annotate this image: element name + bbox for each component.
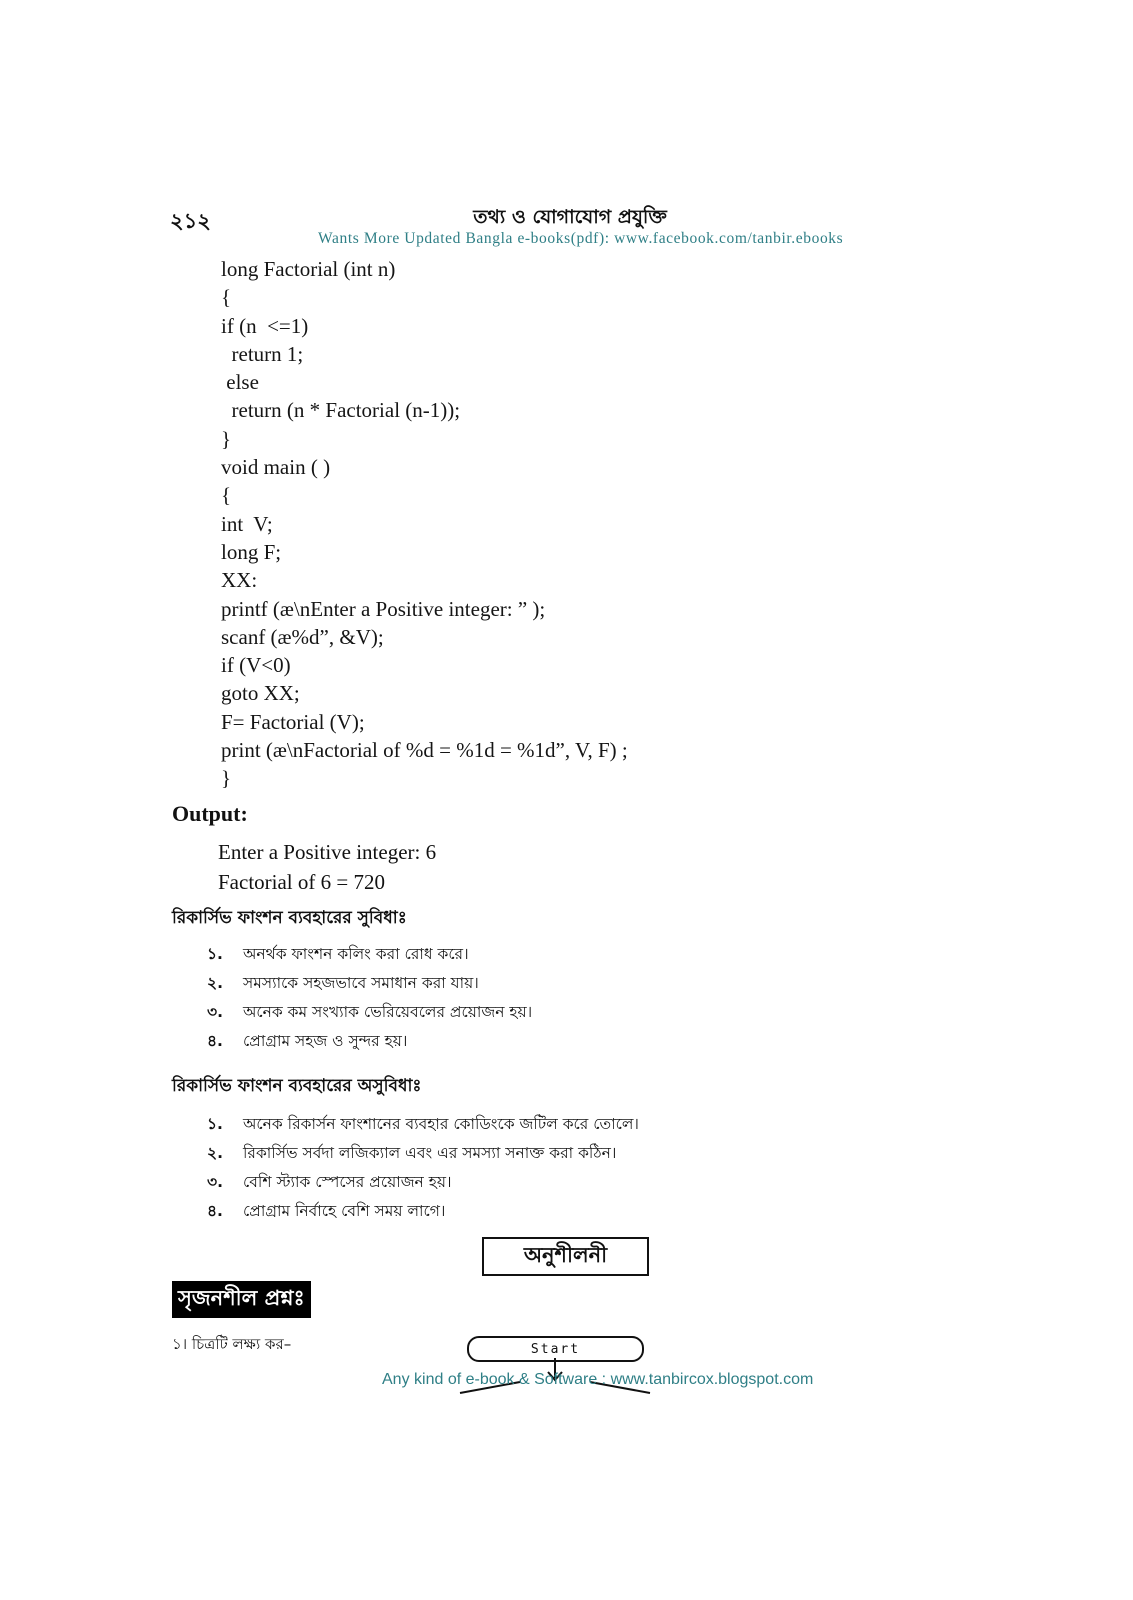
list-item: [207, 1110, 639, 1139]
list-text: সমস্যাকে সহজভাবে সমাধান করা যায়।: [243, 974, 479, 992]
output-heading: Output:: [172, 801, 248, 826]
creative-question-heading: সৃজনশীল প্রশ্নঃ: [172, 1281, 311, 1318]
code-line: void main ( ): [221, 455, 331, 480]
list-text: বেশি স্ট্যাক স্পেসের প্রয়োজন হয়।: [243, 1173, 452, 1191]
list-item: [207, 1197, 639, 1226]
code-line: goto XX;: [221, 681, 300, 706]
list-text: অনর্থক ফাংশন কলিং করা রোধ করে।: [243, 945, 469, 963]
code-line: printf (æ\nEnter a Positive integer: ” );: [221, 596, 546, 621]
list-item: [207, 998, 532, 1027]
list-item: [207, 1168, 639, 1197]
code-block: [221, 255, 628, 793]
list-number: ৩.: [207, 1003, 223, 1021]
disadvantages-heading: রিকার্সিভ ফাংশন ব্যবহারের অসুবিধাঃ: [172, 1076, 422, 1096]
book-title: তথ্য ও যোগাযোগ প্রযুক্তি: [473, 206, 667, 228]
disadvantages-list: [207, 1110, 639, 1226]
code-line: F= Factorial (V);: [221, 709, 365, 734]
code-line: XX:: [221, 568, 258, 593]
flowchart-start-node: Start: [467, 1336, 644, 1362]
page-number: ২১২: [170, 208, 211, 233]
code-line: if (V<0): [221, 653, 291, 678]
question-1: ১। চিত্রটি লক্ষ্য কর–: [172, 1335, 292, 1353]
code-line: if (n <=1): [221, 313, 309, 338]
list-text: রিকার্সিভ সর্বদা লজিক্যাল এবং এর সমস্যা সনাক্ত করা কঠিন।: [243, 1144, 617, 1162]
list-number: ৩.: [207, 1173, 223, 1191]
advantages-list: [207, 940, 532, 1056]
output-block: [218, 837, 436, 897]
list-number: ৪.: [207, 1202, 223, 1220]
code-line: return 1;: [221, 341, 304, 366]
list-item: [207, 940, 532, 969]
list-number: ১.: [207, 945, 223, 963]
code-line: long F;: [221, 539, 282, 564]
list-item: [207, 1027, 532, 1056]
code-line: return (n * Factorial (n-1));: [221, 398, 461, 423]
list-number: ২.: [207, 974, 223, 992]
code-line: }: [221, 766, 232, 791]
output-line: Factorial of 6 = 720: [218, 870, 385, 894]
list-number: ২.: [207, 1144, 223, 1162]
code-line: {: [221, 285, 232, 310]
code-line: scanf (æ%d”, &V);: [221, 624, 384, 649]
code-line: }: [221, 426, 232, 451]
watermark-top: Wants More Updated Bangla e-books(pdf): www.facebook.com/tanbir.ebooks: [318, 230, 844, 247]
output-line: Enter a Positive integer: 6: [218, 840, 437, 864]
code-line: print (æ\nFactorial of %d = %1d = %1d”, V, F) ;: [221, 738, 628, 763]
list-item: [207, 1139, 639, 1168]
list-text: প্রোগ্রাম সহজ ও সুন্দর হয়।: [243, 1032, 408, 1050]
code-line: long Factorial (int n): [221, 257, 396, 281]
code-line: int V;: [221, 511, 273, 536]
watermark-bottom: Any kind of e-book & Software : www.tanbircox.blogspot.com: [382, 1371, 814, 1388]
list-number: ৪.: [207, 1032, 223, 1050]
list-item: [207, 969, 532, 998]
list-text: অনেক কম সংখ্যাক ভেরিয়েবলের প্রয়োজন হয়।: [243, 1003, 533, 1021]
code-line: {: [221, 483, 232, 508]
list-text: প্রোগ্রাম নির্বাহে বেশি সময় লাগে।: [243, 1202, 446, 1220]
exercise-title-box: অনুশীলনী: [482, 1237, 649, 1276]
advantages-heading: রিকার্সিভ ফাংশন ব্যবহারের সুবিধাঃ: [172, 908, 407, 928]
list-text: অনেক রিকার্সন ফাংশানের ব্যবহার কোডিংকে জটিল করে তোলে।: [243, 1115, 639, 1133]
list-number: ১.: [207, 1115, 223, 1133]
code-line: else: [221, 370, 259, 395]
